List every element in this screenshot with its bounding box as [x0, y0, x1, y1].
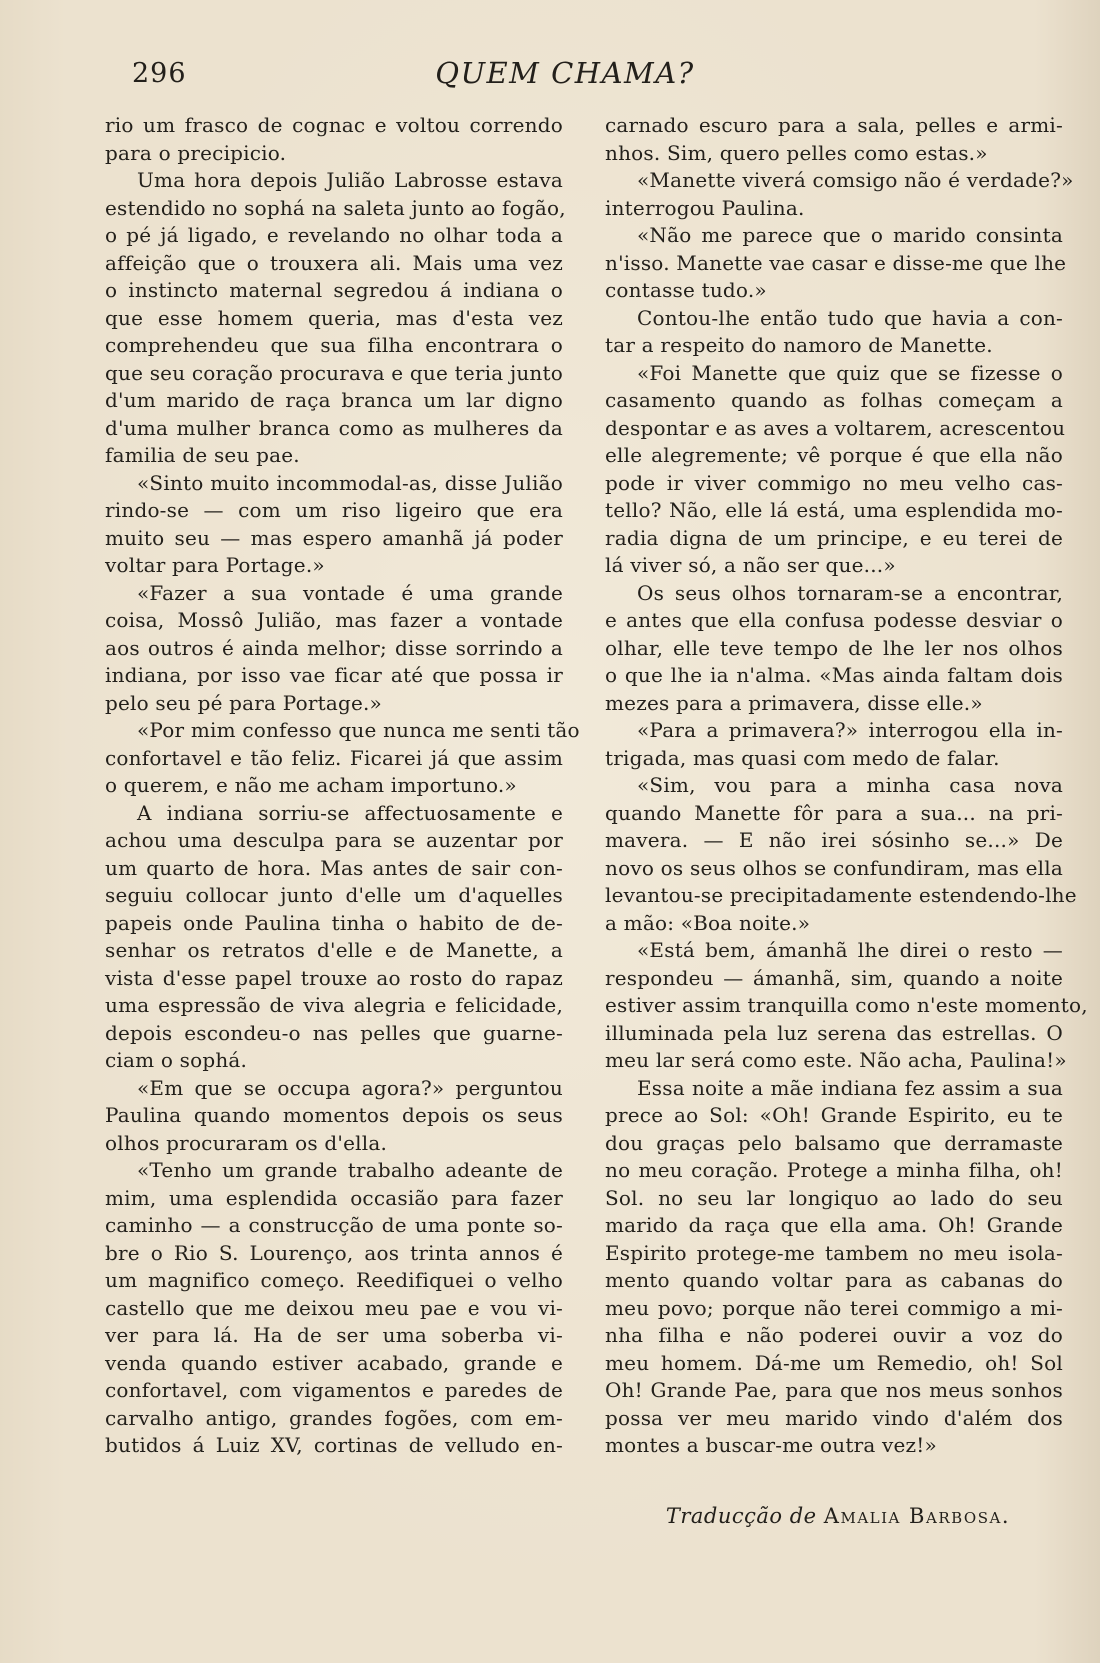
text-line: mento quando voltar para as cabanas do [605, 1268, 1063, 1292]
text-line: confortavel, com vigamentos e paredes de [105, 1378, 563, 1402]
text-line: «Sinto muito incommodal-as, disse Julião [137, 470, 563, 495]
text-line: meu povo; porque não terei commigo a mi- [605, 1295, 1063, 1320]
text-line: Paulina quando momentos depois os seus [105, 1103, 563, 1127]
text-line: casamento quando as folhas começam a [605, 388, 1063, 412]
text-line: «Está bem, ámanhã lhe direi o resto — [637, 938, 1063, 962]
text-line: um magnifico começo. Reedifiquei o velho [105, 1268, 563, 1292]
text-line: meu homem. Dá-me um Remedio, oh! Sol [605, 1350, 1063, 1375]
running-title: QUEM CHAMA? [435, 56, 695, 90]
text-line: rindo-se — com um riso ligeiro que era [105, 498, 563, 522]
text-line: carvalho antigo, grandes fogões, com em- [105, 1405, 563, 1430]
text-line: Espirito protege-me tambem no meu isola- [605, 1240, 1063, 1265]
left-column [105, 112, 580, 1460]
text-line: nhos. Sim, quero pelles como estas.» [605, 140, 988, 165]
text-line: o instincto maternal segredou á indiana o [105, 278, 563, 302]
text-line: Contou-lhe então tudo que havia a con- [637, 305, 1063, 330]
text-line: comprehendeu que sua filha encontrara o [105, 333, 563, 357]
text-line: que esse homem queria, mas d'esta vez [105, 305, 563, 330]
text-line: levantou-se precipitadamente estendendo-lhe [605, 883, 1077, 907]
text-line: olhar, elle teve tempo de lhe ler nos olhos [605, 635, 1063, 660]
text-line: castello que me deixou meu pae e vou vi- [105, 1295, 563, 1320]
text-line: tello? Não, elle lá está, uma esplendida mo- [605, 498, 1063, 522]
text-line: aos outros é ainda melhor; disse sorrindo a [105, 635, 563, 660]
text-line: lá viver só, a não ser que...» [605, 553, 896, 577]
text-line: no meu coração. Protege a minha filha, oh! [605, 1158, 1063, 1182]
text-line: despontar e as aves a voltarem, acrescentou [605, 415, 1066, 440]
text-line: nha filha e não poderei ouvir a voz do [605, 1323, 1063, 1347]
text-line: quando Manette fôr para a sua... na pri- [605, 800, 1063, 825]
text-line: n'isso. Manette vae casar e disse-me que lhe [605, 250, 1067, 275]
text-line: novo os seus olhos se confundiram, mas ella [605, 855, 1063, 880]
text-line: «Por mim confesso que nunca me senti tão [137, 718, 580, 742]
text-line: «Sim, vou para a minha casa nova [637, 773, 1063, 797]
page-number: 296 [132, 58, 187, 89]
translator-name: Amalia Barbosa. [823, 1504, 1010, 1528]
text-line: o pé já ligado, e revelando no olhar toda a [105, 223, 563, 247]
text-line: Essa noite a mãe indiana fez assim a sua [637, 1075, 1063, 1100]
text-line: A indiana sorriu-se affectuosamente e [137, 800, 563, 825]
text-line: «Foi Manette que quiz que se fizesse o [637, 360, 1063, 385]
text-line: mavera. — E não irei sósinho se...» De [605, 828, 1063, 852]
text-line: venda quando estiver acabado, grande e [105, 1350, 563, 1375]
text-line: Os seus olhos tornaram-se a encontrar, [637, 580, 1063, 605]
text-line: «Em que se occupa agora?» perguntou [137, 1075, 563, 1100]
text-line: estendido no sophá na saleta junto ao fogão, [105, 195, 566, 220]
text-line: estiver assim tranquilla como n'este momento, [605, 993, 1088, 1017]
text-line: achou uma desculpa para se auzentar por [105, 828, 563, 852]
text-line: montes a buscar-me outra vez!» [605, 1433, 937, 1457]
text-line: pelo seu pé para Portage.» [105, 690, 382, 715]
text-line: contasse tudo.» [605, 278, 767, 302]
text-line: ciam o sophá. [105, 1048, 248, 1072]
text-line: «Fazer a sua vontade é uma grande [137, 580, 563, 605]
text-line: respondeu — ámanhã, sim, quando a noite [605, 965, 1063, 990]
text-line: um quarto de hora. Mas antes de sair con- [105, 855, 563, 880]
text-line: d'uma mulher branca como as mulheres da [105, 415, 563, 440]
text-line: indiana, por isso vae ficar até que possa ir [105, 663, 563, 687]
text-line: bre o Rio S. Lourenço, aos trinta annos é [105, 1240, 563, 1265]
text-line: seguiu collocar junto d'elle um d'aquelles [105, 883, 563, 907]
text-line: interrogou Paulina. [605, 195, 805, 220]
text-line: para o precipicio. [105, 140, 287, 165]
text-line: confortavel e tão feliz. Ficarei já que assim [105, 745, 563, 770]
text-line: butidos á Luiz XV, cortinas de velludo en- [105, 1433, 563, 1457]
text-line: tar a respeito do namoro de Manette. [605, 333, 993, 357]
text-line: caminho — a construcção de uma ponte so- [105, 1213, 563, 1237]
text-line: affeição que o trouxera ali. Mais uma vez [105, 250, 563, 275]
text-line: coisa, Mossô Julião, mas fazer a vontade [105, 608, 563, 632]
text-line: pode ir viver commigo no meu velho cas- [605, 470, 1063, 495]
text-line: prece ao Sol: «Oh! Grande Espirito, eu te [605, 1103, 1063, 1127]
text-line: «Tenho um grande trabalho adeante de [137, 1158, 563, 1182]
text-line: senhar os retratos d'elle e de Manette, a [105, 938, 563, 962]
text-line: muito seu — mas espero amanhã já poder [105, 525, 563, 550]
text-line: illuminada pela luz serena das estrellas. O [605, 1020, 1063, 1045]
text-line: trigada, mas quasi com medo de falar. [605, 745, 1000, 770]
text-line: radia digna de um principe, e eu terei de [605, 525, 1063, 550]
page-header [0, 52, 1100, 92]
text-line: mim, uma esplendida occasião para fazer [105, 1185, 563, 1210]
text-line: vista d'esse papel trouxe ao rosto do rapaz [105, 965, 563, 990]
text-line: mezes para a primavera, disse elle.» [605, 690, 983, 715]
text-line: a mão: «Boa noite.» [605, 910, 811, 935]
text-line: familia de seu pae. [105, 443, 300, 467]
text-line: olhos procuraram os d'ella. [105, 1130, 388, 1155]
text-line: marido da raça que ella ama. Oh! Grande [605, 1213, 1063, 1237]
text-line: Uma hora depois Julião Labrosse estava [137, 168, 563, 192]
text-line: «Manette viverá comsigo não é verdade?» [637, 168, 1074, 192]
text-line: o querem, e não me acham importuno.» [105, 773, 517, 797]
text-line: d'um marido de raça branca um lar digno [105, 388, 563, 412]
text-line: elle alegremente; vê porque é que ella não [605, 443, 1063, 467]
text-line: voltar para Portage.» [105, 553, 325, 577]
text-line: rio um frasco de cognac e voltou correndo [105, 113, 563, 137]
text-line: «Não me parece que o marido consinta [637, 223, 1063, 247]
text-line: uma espressão de viva alegria e felicidade, [105, 993, 563, 1017]
text-line: dou graças pelo balsamo que derramaste [605, 1130, 1063, 1155]
text-line: «Para a primavera?» interrogou ella in- [637, 718, 1063, 742]
text-line: Sol. no seu lar longiquo ao lado do seu [605, 1185, 1063, 1210]
text-line: meu lar será como este. Não acha, Paulina!» [605, 1048, 1067, 1072]
text-line: o que lhe ia n'alma. «Mas ainda faltam dois [605, 663, 1063, 687]
text-line: possa ver meu marido vindo d'além dos [605, 1405, 1063, 1430]
text-line: carnado escuro para a sala, pelles e armi- [605, 113, 1063, 137]
text-line: ver para lá. Ha de ser uma soberba vi- [105, 1323, 563, 1347]
right-column [605, 112, 1088, 1460]
text-line: depois escondeu-o nas pelles que guarne- [105, 1020, 563, 1045]
text-line: papeis onde Paulina tinha o habito de de- [105, 910, 563, 935]
text-line: e antes que ella confusa podesse desviar o [605, 608, 1063, 632]
text-line: Oh! Grande Pae, para que nos meus sonhos [605, 1378, 1063, 1402]
text-line: que seu coração procurava e que teria junto [105, 360, 563, 385]
translation-credit [666, 1504, 1010, 1528]
translation-prefix: Traducção de [665, 1504, 817, 1528]
